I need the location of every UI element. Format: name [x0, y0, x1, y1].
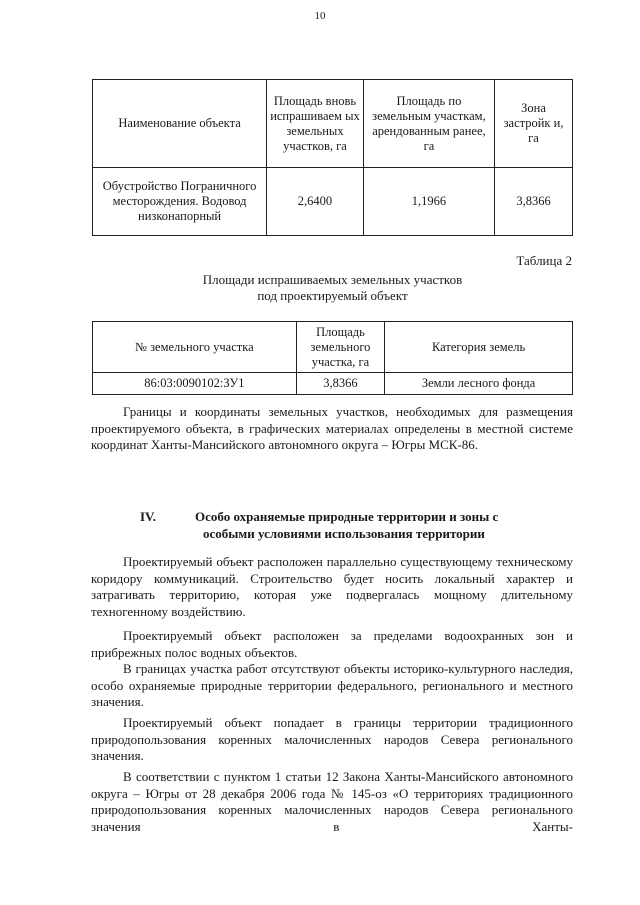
table-row — [93, 373, 573, 395]
paragraph-location: Проектируемый объект расположен параллельно существующему техническому коридору коммуникаций. Строительство будет носить локальный характер и затрагивать территорию, которая уже подвергалась мощному длительному техногенному воздействию. — [91, 554, 573, 619]
table-title — [0, 272, 640, 304]
cell-plot-area: 3,8366 — [296, 373, 384, 395]
cell-building-zone: 3,8366 — [495, 168, 573, 236]
table-header-row — [93, 322, 573, 373]
section-title-line-1: Особо охраняемые природные территории и зоны с — [195, 509, 499, 524]
borders-paragraph: Границы и координаты земельных участков, необходимых для размещения проектируемого объекта, в графических материалах определены в местной системе координат Ханты-Мансийского автономного округа – Югры МСК-86. — [91, 404, 573, 452]
paragraph-water-zones: Проектируемый объект расположен за пределами водоохранных зон и прибрежных полос водных объектов. — [91, 628, 573, 660]
header-object-name: Наименование объекта — [93, 80, 267, 168]
header-new-area: Площадь вновь испрашиваем ых земельных участков, га — [267, 80, 364, 168]
page-number: 10 — [314, 10, 326, 22]
cell-plot-number: 86:03:0090102:ЗУ1 — [93, 373, 297, 395]
section-number: IV. — [140, 509, 157, 524]
paragraph-law-reference: В соответствии с пунктом 1 статьи 12 Закона Ханты-Мансийского автономного округа – Югры от 28 декабря 2006 года № 145-оз «О территориях традиционного природопользования коренных малочисленных народов Севера регионального значения в Ханты- — [91, 769, 573, 834]
cell-leased-area: 1,1966 — [363, 168, 494, 236]
land-area-table — [92, 79, 573, 236]
cell-new-area: 2,6400 — [267, 168, 364, 236]
header-land-category: Категория земель — [385, 322, 573, 373]
header-leased-area: Площадь по земельным участкам, арендованным ранее, га — [363, 80, 494, 168]
paragraph-heritage: В границах участка работ отсутствуют объекты историко-культурного наследия, особо охраняемые природные территории федерального, регионального и местного значения. — [91, 661, 573, 709]
table-title-line-2: под проектируемый объект — [257, 288, 408, 303]
paragraph-traditional-territory: Проектируемый объект попадает в границы территории традиционного природопользования коренных малочисленных народов Севера регионального значения. — [91, 715, 573, 763]
table-title-line-1: Площади испрашиваемых земельных участков — [202, 272, 463, 287]
header-plot-number: № земельного участка — [93, 322, 297, 373]
table-header-row — [93, 80, 573, 168]
header-building-zone: Зона застройк и, га — [495, 80, 573, 168]
section-title-line-2: особыми условиями использования территории — [203, 525, 485, 541]
cell-object-name: Обустройство Пограничного месторождения. Водовод низконапорный — [93, 168, 267, 236]
table-row — [93, 168, 573, 236]
header-plot-area: Площадь земельного участка, га — [296, 322, 384, 373]
land-plots-table — [92, 321, 573, 395]
table-label: Таблица 2 — [516, 253, 572, 268]
cell-land-category: Земли лесного фонда — [385, 373, 573, 395]
